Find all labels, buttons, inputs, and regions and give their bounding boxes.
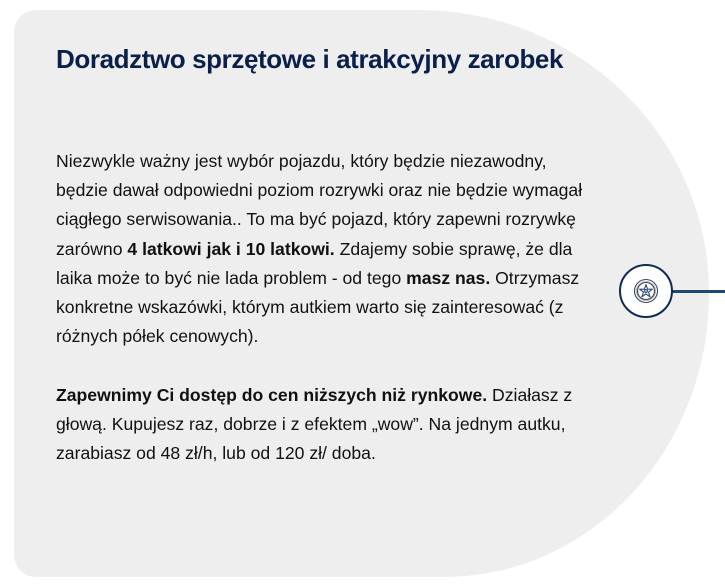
text: Działasz z głową. Kupujesz raz, dobrze i z efektem „wow”. Na jednym autku, zarabiasz od 48 zł/h, lub od 120 zł/ doba. [56,384,573,464]
text: Otrzymasz konkretne wskazówki, którym autkiem warto się zainteresować (z różnych półek cenowych). [56,267,580,347]
wheel-badge [619,264,673,318]
emphasis-masz-nas: masz nas. [406,267,491,288]
text: Niezwykle ważny jest wybór pojazdu, który będzie niezawodny, będzie dawał odpowiedni poziom rozrywki oraz nie będzie wymagał ciągłego serwisowania.. To ma być pojazd, który zapewni rozrywkę zarówno [56,151,583,259]
emphasis-ages: 4 latkowi jak i 10 latkowi. [127,238,335,259]
emphasis-prices: Zapewnimy Ci dostęp do cen niższych niż rynkowe. [56,384,488,405]
text: Zdajemy sobie sprawę, że dla laika może to być nie lada problem - od tego [56,238,573,288]
section-title: Doradztwo sprzętowe i atrakcyjny zarobek [56,44,564,74]
connector-line [672,290,725,293]
wheel-icon [633,278,659,304]
paragraph-vehicle-advice [56,147,596,351]
section-body [56,147,596,468]
paragraph-earnings [56,381,596,469]
